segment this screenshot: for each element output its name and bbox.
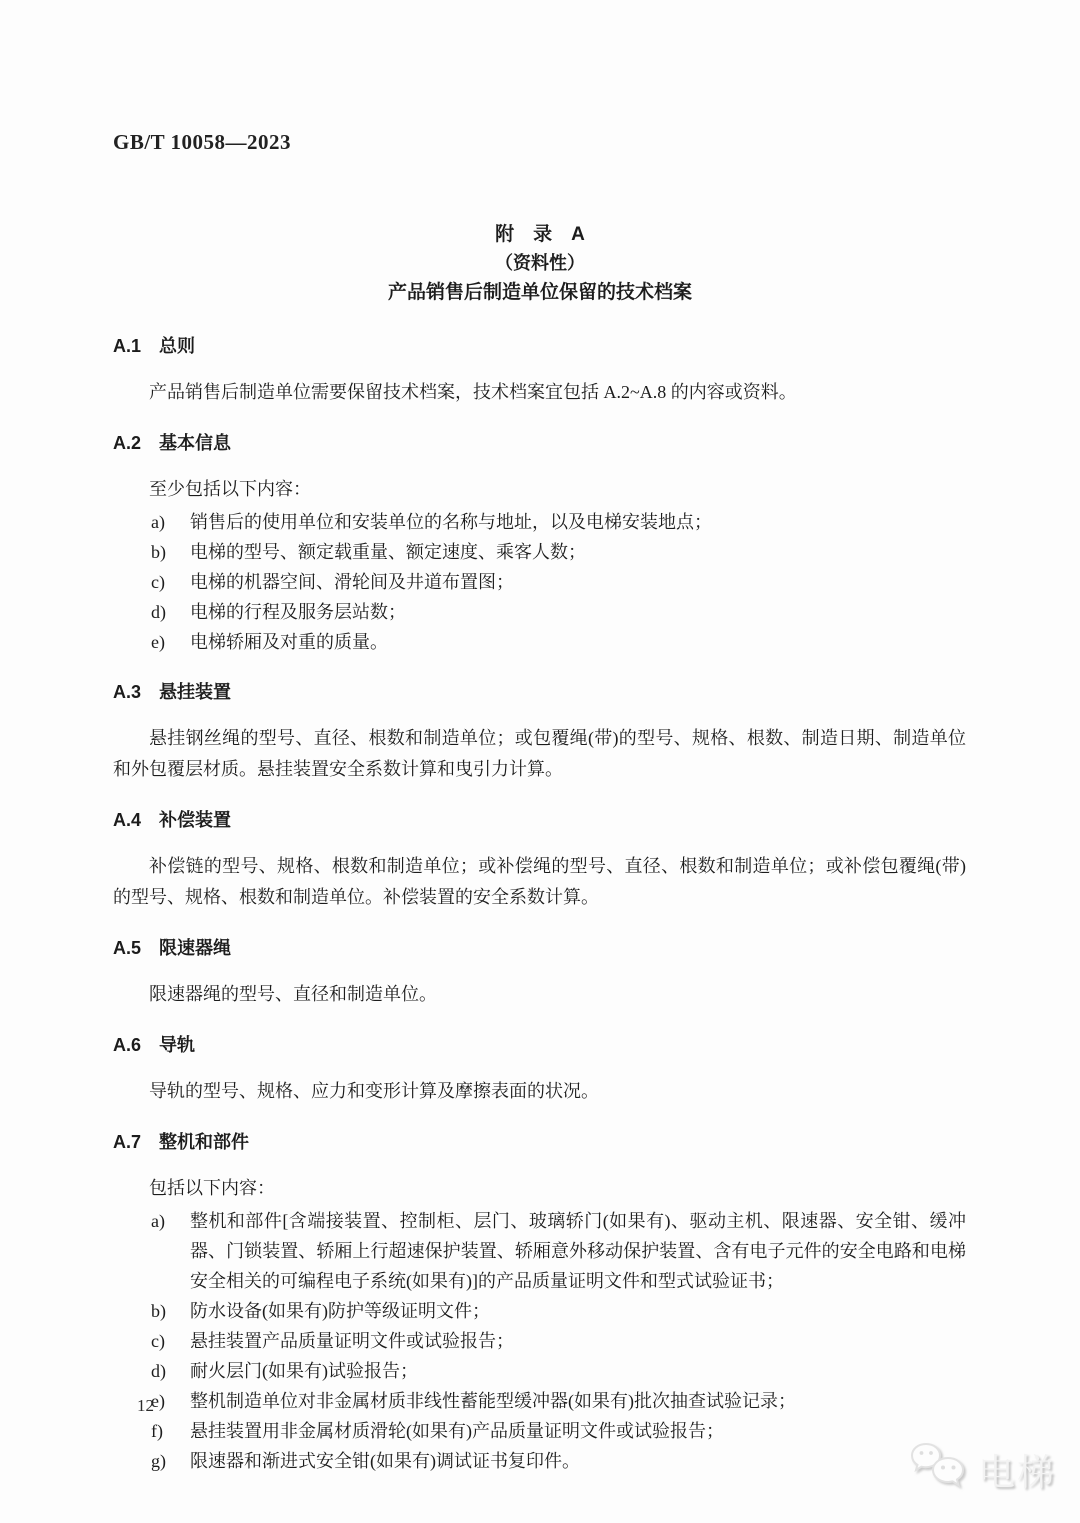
item-list [113,1206,966,1476]
section-heading [113,1130,966,1155]
list-item-marker: c) [151,572,165,592]
list-item-marker: d) [151,602,166,622]
section-title: 补偿装置 [159,810,232,830]
appendix-title-block [0,221,1080,308]
section-title: 限速器绳 [159,938,232,958]
list-item-text: 电梯的型号、额定载重量、额定速度、乘客人数； [190,542,586,562]
list-item-marker: b) [151,542,166,562]
section-lead: 包括以下内容： [149,1178,275,1198]
list-item-text: 耐火层门(如果有)试验报告； [190,1361,418,1381]
list-item-text: 整机和部件[含端接装置、控制柜、层门、玻璃轿门(如果有)、驱动主机、限速器、安全钳、缓冲器、门锁装置、轿厢上行超速保护装置、轿厢意外移动保护装置、含有电子元件的安全电路和电梯安全相关的可编程电子系统(如果有)]的产品质量证明文件和型式试验证书； [190,1211,966,1291]
section-number: A.7 [113,1132,142,1152]
section-title: 导轨 [159,1035,196,1055]
section-heading [113,431,966,456]
list-item-text: 悬挂装置用非金属材质滑轮(如果有)产品质量证明文件或试验报告； [190,1421,724,1441]
list-item-text: 悬挂装置产品质量证明文件或试验报告； [190,1331,514,1351]
list-item-marker: g) [151,1451,166,1471]
section-a.1 [113,334,966,408]
section-number: A.2 [113,433,142,453]
item-list [113,507,966,657]
list-item-marker: d) [151,1361,166,1381]
list-item-text: 电梯的行程及服务层站数； [190,602,406,622]
section-lead: 至少包括以下内容： [149,479,311,499]
list-item [113,1446,966,1476]
section-number: A.4 [113,810,142,830]
list-item-marker: a) [151,1211,165,1231]
paragraph: 导轨的型号、规格、应力和变形计算及摩擦表面的状况。 [149,1081,599,1101]
list-item [113,1386,966,1416]
list-item [113,1326,966,1356]
document-body [113,334,966,1499]
watermark-label: 电梯 [978,1451,1056,1493]
list-item-text: 电梯轿厢及对重的质量。 [190,632,388,652]
section-title: 总则 [159,336,196,356]
section-heading [113,808,966,833]
list-item [113,1296,966,1326]
section-heading [113,1033,966,1058]
list-item-text: 销售后的使用单位和安装单位的名称与地址，以及电梯安装地点； [190,512,712,532]
list-item [113,567,966,597]
section-heading [113,334,966,359]
section-a.6 [113,1033,966,1107]
list-item [113,507,966,537]
section-number: A.3 [113,682,142,702]
section-number: A.5 [113,938,142,958]
list-item [113,597,966,627]
section-number: A.6 [113,1035,142,1055]
section-heading [113,936,966,961]
list-item-text: 电梯的机器空间、滑轮间及井道布置图； [190,572,514,592]
paragraph: 补偿链的型号、规格、根数和制造单位；或补偿绳的型号、直径、根数和制造单位；或补偿包覆绳(带)的型号、规格、根数和制造单位。补偿装置的安全系数计算。 [113,856,966,907]
paragraph: 悬挂钢丝绳的型号、直径、根数和制造单位；或包覆绳(带)的型号、规格、根数、制造日期、制造单位和外包覆层材质。悬挂装置安全系数计算和曳引力计算。 [113,728,966,779]
list-item-text: 防水设备(如果有)防护等级证明文件； [190,1301,490,1321]
list-item-marker: e) [151,632,165,652]
appendix-heading: 产品销售后制造单位保留的技术档案 [387,282,692,303]
section-title: 悬挂装置 [159,682,232,702]
list-item [113,1356,966,1386]
paragraph: 产品销售后制造单位需要保留技术档案，技术档案宜包括 A.2~A.8 的内容或资料。 [149,382,797,402]
section-a.5 [113,936,966,1010]
watermark [906,1440,1056,1497]
section-a.4 [113,808,966,913]
list-item-marker: c) [151,1331,165,1351]
list-item-marker: f) [151,1421,163,1441]
list-item-marker: e) [151,1391,165,1411]
list-item [113,1416,966,1446]
page-number: 12 [137,1396,154,1415]
appendix-title: 附 录 A [495,224,585,245]
list-item [113,627,966,657]
appendix-subtitle: （资料性） [495,253,585,273]
section-title: 整机和部件 [159,1132,250,1152]
list-item-text: 整机制造单位对非金属材质非线性蓄能型缓冲器(如果有)批次抽查试验记录； [190,1391,796,1411]
section-title: 基本信息 [159,433,232,453]
section-a.7 [113,1130,966,1476]
list-item-text: 限速器和渐进式安全钳(如果有)调试证书复印件。 [190,1451,580,1471]
standard-number: GB/T 10058—2023 [113,130,292,154]
list-item-marker: b) [151,1301,166,1321]
list-item [113,1206,966,1296]
paragraph: 限速器绳的型号、直径和制造单位。 [149,984,437,1004]
section-heading [113,680,966,705]
section-number: A.1 [113,336,142,356]
list-item [113,537,966,567]
wechat-icon [906,1440,968,1497]
section-a.2 [113,431,966,657]
list-item-marker: a) [151,512,165,532]
section-a.3 [113,680,966,785]
